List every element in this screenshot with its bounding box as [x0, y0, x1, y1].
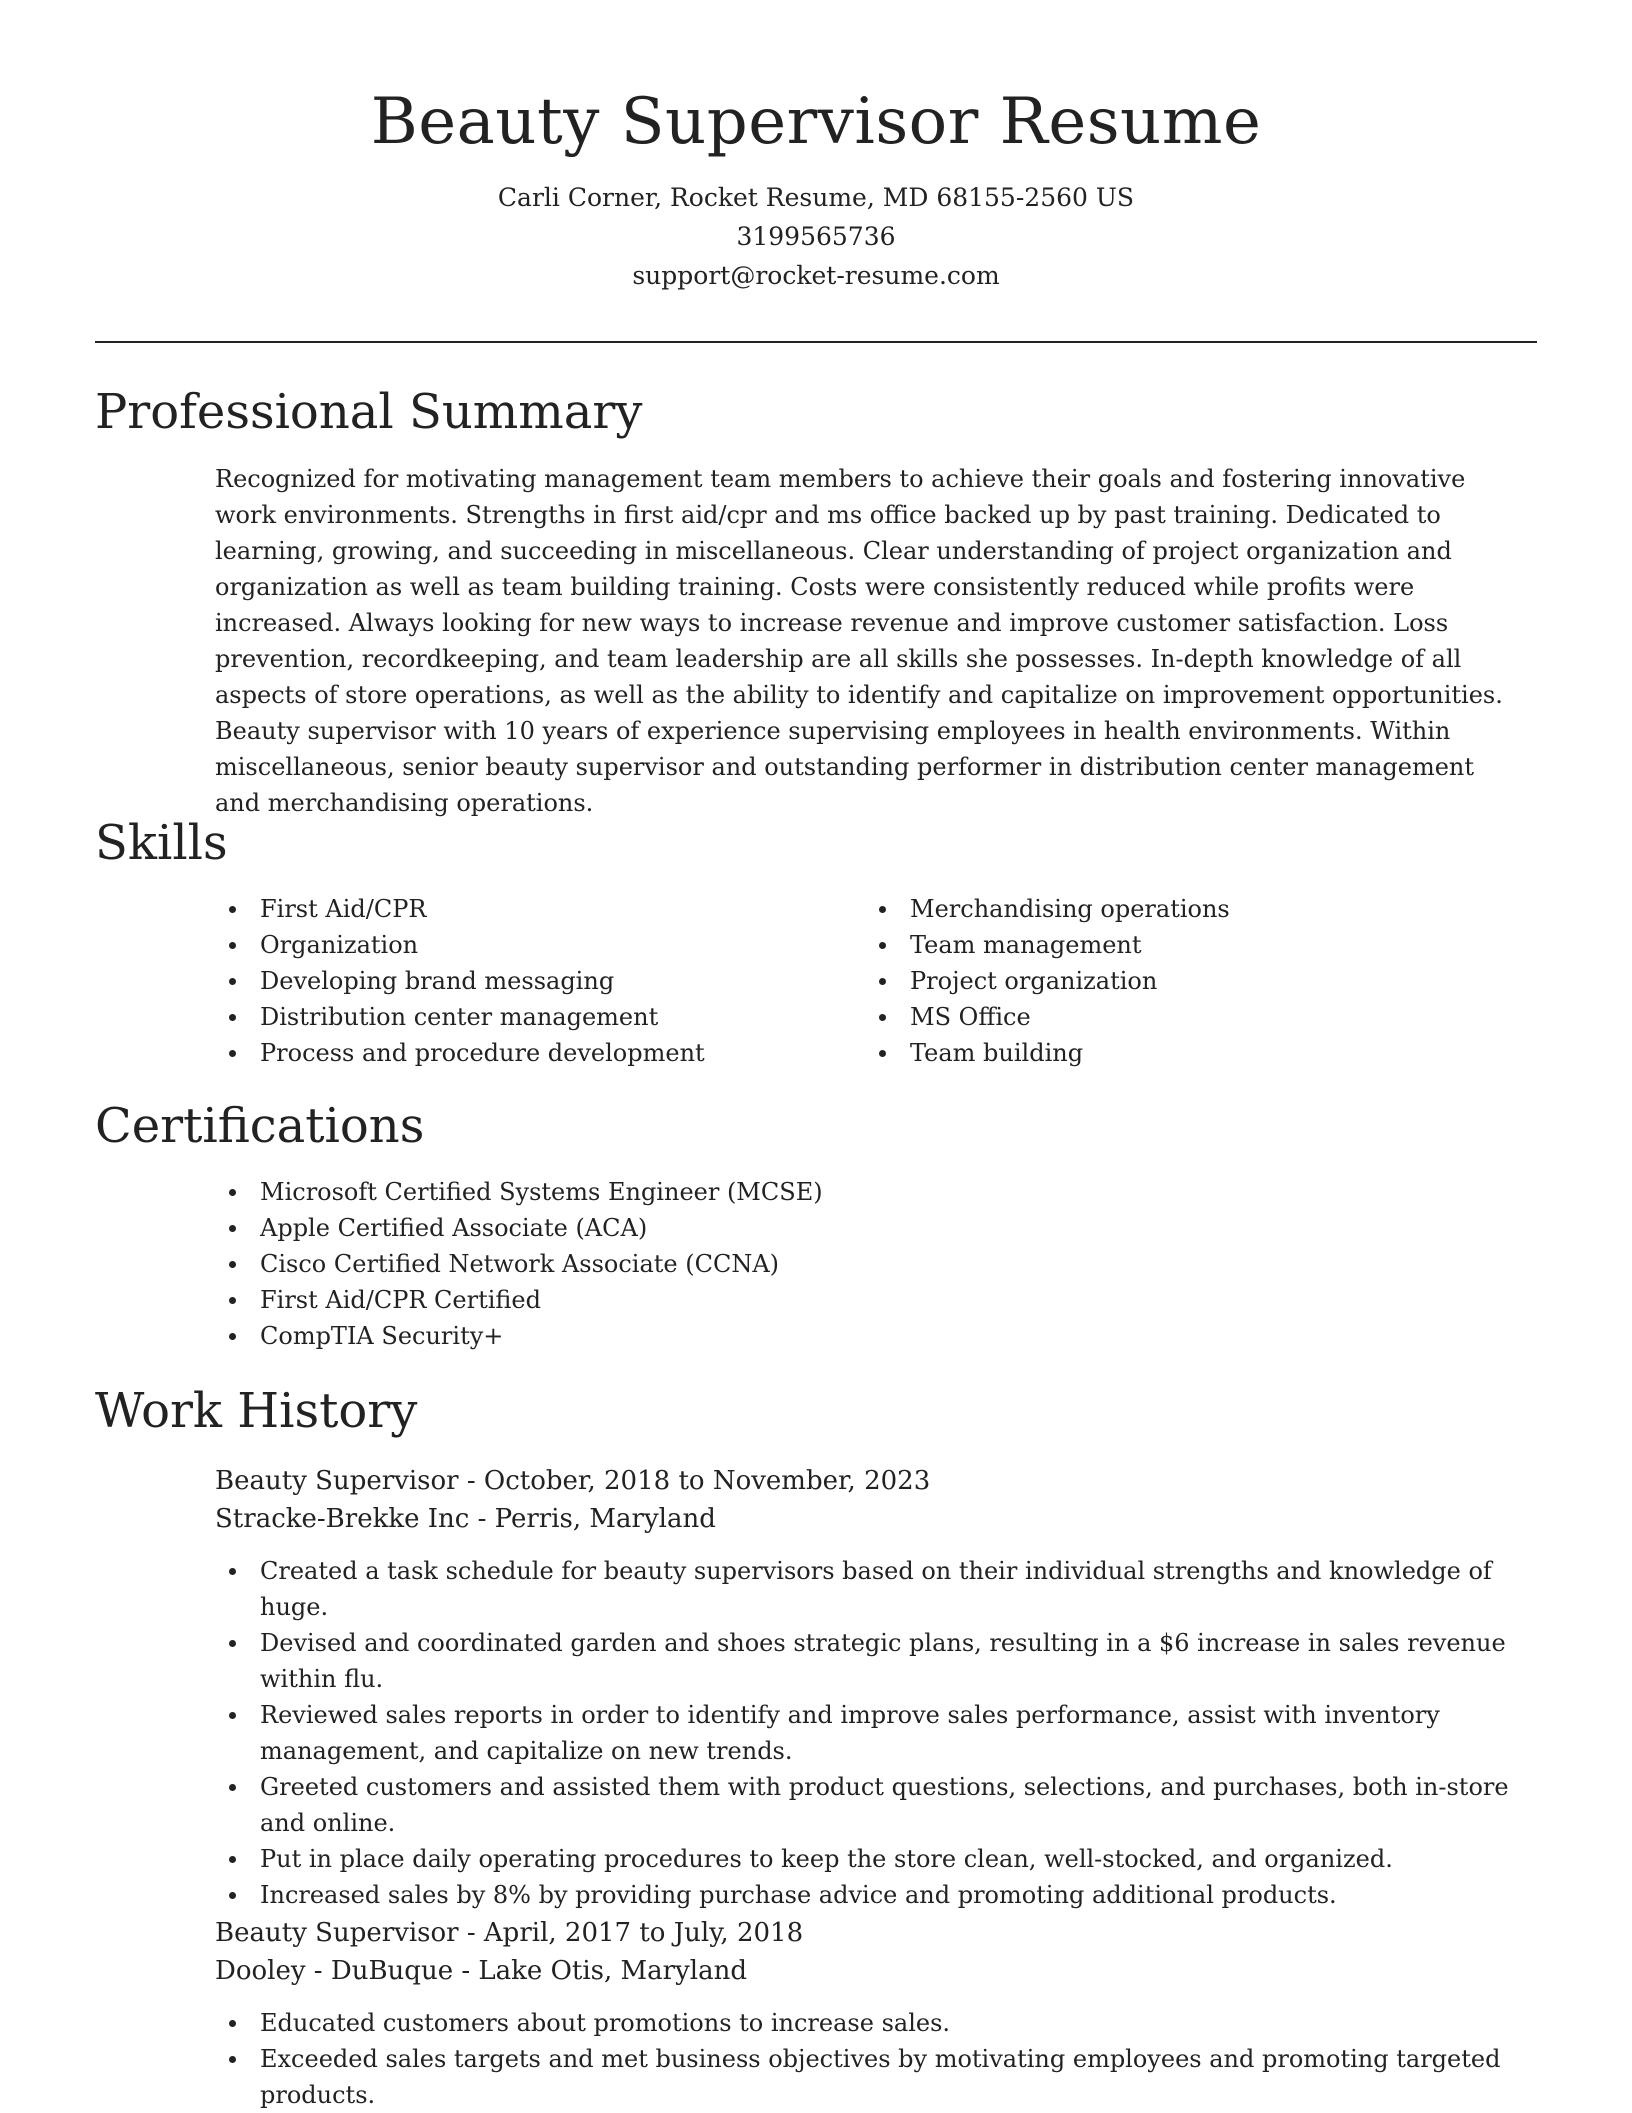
- job-location: - Perris, Maryland: [469, 1504, 716, 1534]
- list-item: Team management: [865, 927, 1525, 963]
- skills-list-right: [865, 891, 1525, 1071]
- job-dates: - October, 2018 to November, 2023: [458, 1466, 931, 1496]
- summary-heading: Professional Summary: [95, 384, 643, 440]
- list-item: Devised and coordinated garden and shoes strategic plans, resulting in a $6 increase in sales revenue within flu.: [215, 1625, 1525, 1697]
- contact-address: Carli Corner, Rocket Resume, MD 68155-2560 US: [497, 183, 1135, 212]
- job-role: Beauty Supervisor: [215, 1466, 459, 1496]
- list-item: Organization: [215, 927, 855, 963]
- list-item: First Aid/CPR: [215, 891, 855, 927]
- list-item: Cisco Certified Network Associate (CCNA): [215, 1246, 1525, 1282]
- list-item: Increased sales by 8% by providing purchase advice and promoting additional products.: [215, 1877, 1525, 1913]
- job-company: Stracke-Brekke Inc: [215, 1504, 470, 1534]
- job-title-line: [215, 1914, 1525, 1952]
- header-divider: [95, 341, 1537, 343]
- list-item: Created a task schedule for beauty supervisors based on their individual strengths and knowledge of huge.: [215, 1553, 1525, 1625]
- contact-phone: 3199565736: [736, 222, 896, 251]
- job-company-line: [215, 1952, 1525, 1990]
- list-item: Put in place daily operating procedures to keep the store clean, well-stocked, and organized.: [215, 1841, 1525, 1877]
- job-location: - Lake Otis, Maryland: [453, 1956, 747, 1986]
- job-role: Beauty Supervisor: [215, 1918, 459, 1948]
- work-history-heading: Work History: [95, 1383, 418, 1439]
- job-company-line: [215, 1500, 1525, 1538]
- job-company: Dooley - DuBuque: [215, 1956, 454, 1986]
- contact-email: support@rocket-resume.com: [632, 261, 1000, 290]
- job-dates: - April, 2017 to July, 2018: [458, 1918, 804, 1948]
- resume-header: [95, 80, 1537, 295]
- list-item: First Aid/CPR Certified: [215, 1282, 1525, 1318]
- list-item: Project organization: [865, 963, 1525, 999]
- certifications-heading: Certifications: [95, 1098, 425, 1154]
- list-item: Microsoft Certified Systems Engineer (MCSE): [215, 1174, 1525, 1210]
- list-item: Educated customers about promotions to increase sales.: [215, 2005, 1525, 2041]
- job-bullets: [215, 2005, 1525, 2113]
- job-entry: [215, 1462, 1525, 1913]
- skills-heading: Skills: [95, 815, 228, 871]
- job-entry: [215, 1914, 1525, 2113]
- list-item: Process and procedure development: [215, 1035, 855, 1071]
- job-title-line: [215, 1462, 1525, 1500]
- list-item: CompTIA Security+: [215, 1318, 1525, 1354]
- document-title: Beauty Supervisor Resume: [370, 85, 1262, 159]
- list-item: Developing brand messaging: [215, 963, 855, 999]
- list-item: Greeted customers and assisted them with product questions, selections, and purchases, both in-store and online.: [215, 1769, 1525, 1841]
- list-item: MS Office: [865, 999, 1525, 1035]
- summary-text: Recognized for motivating management team members to achieve their goals and fostering innovative work environments. Strengths in first aid/cpr and ms office backed up by past training. Dedicated to learning, growing, and succeeding in miscellaneous. Clear understanding of project organization and organization as well as team building training. Costs were consistently reduced while profits were increased. Always looking for new ways to increase revenue and improve customer satisfaction. Loss prevention, recordkeeping, and team leadership are all skills she possesses. In-depth knowledge of all aspects of store operations, as well as the ability to identify and capitalize on improvement opportunities. Beauty supervisor with 10 years of experience supervising employees in health environments. Within miscellaneous, senior beauty supervisor and outstanding performer in distribution center management and merchandising operations.: [215, 465, 1503, 817]
- skills-list-left: [215, 891, 855, 1071]
- job-bullets: [215, 1553, 1525, 1913]
- list-item: Apple Certified Associate (ACA): [215, 1210, 1525, 1246]
- list-item: Team building: [865, 1035, 1525, 1071]
- list-item: Exceeded sales targets and met business objectives by motivating employees and promoting targeted products.: [215, 2041, 1525, 2113]
- list-item: Reviewed sales reports in order to identify and improve sales performance, assist with inventory management, and capitalize on new trends.: [215, 1697, 1525, 1769]
- list-item: Distribution center management: [215, 999, 855, 1035]
- list-item: Merchandising operations: [865, 891, 1525, 927]
- certifications-list: [215, 1174, 1525, 1354]
